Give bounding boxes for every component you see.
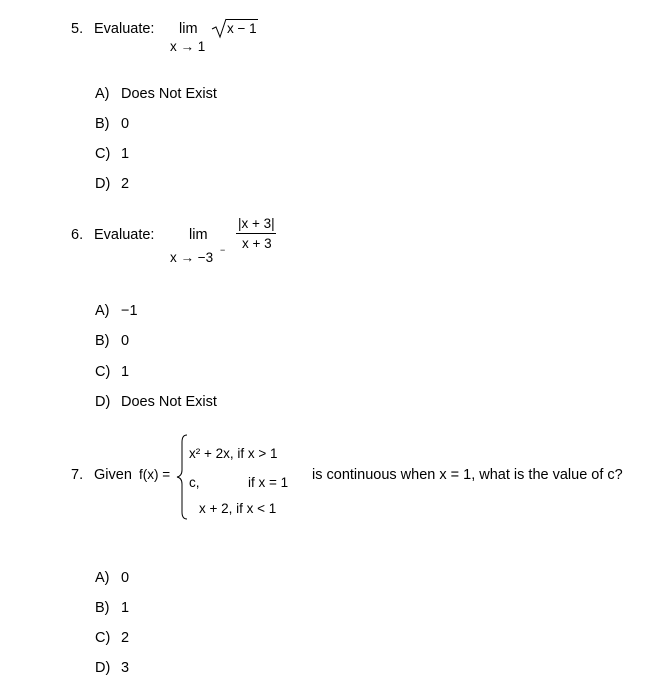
q6-denominator: x + 3 xyxy=(242,236,272,251)
option-text: −1 xyxy=(121,303,138,319)
option-letter: C) xyxy=(95,146,111,162)
q5-approach: x → 1 xyxy=(170,39,206,54)
q6-option-c[interactable] xyxy=(95,365,129,380)
q6-lim: lim xyxy=(189,227,208,243)
q5-option-c[interactable] xyxy=(95,147,129,162)
option-letter: D) xyxy=(95,660,111,676)
q5-number: 5. xyxy=(71,21,84,37)
option-text: 1 xyxy=(121,600,130,616)
q7-question-text: is continuous when x = 1, what is the value of c? xyxy=(312,467,623,483)
q6-number: 6. xyxy=(71,227,84,243)
option-letter: D) xyxy=(95,394,111,410)
q7-option-c[interactable] xyxy=(95,631,129,646)
q7-left-brace xyxy=(177,434,189,520)
q7-option-d[interactable] xyxy=(95,661,129,676)
option-letter: B) xyxy=(95,333,110,349)
option-letter: C) xyxy=(95,630,111,646)
q6-fraction-bar xyxy=(236,233,276,234)
q5-option-b[interactable] xyxy=(95,117,129,132)
q7-function: f(x) = xyxy=(139,467,171,482)
option-letter: A) xyxy=(95,570,110,586)
option-text: 3 xyxy=(121,660,130,676)
option-letter: B) xyxy=(95,116,110,132)
q7-option-b[interactable] xyxy=(95,601,129,616)
q7-number: 7. xyxy=(71,467,84,483)
q5-radical-sign xyxy=(212,18,228,38)
q6-approach: x → −3 xyxy=(170,250,214,265)
option-text: 1 xyxy=(121,146,130,162)
option-text: 0 xyxy=(121,116,130,132)
q7-case-1: x² + 2x, if x > 1 xyxy=(189,446,278,461)
option-text: 2 xyxy=(121,176,130,192)
option-letter: A) xyxy=(95,303,110,319)
q5-option-a[interactable] xyxy=(95,87,217,102)
q6-label: Evaluate: xyxy=(94,227,155,243)
option-text: 2 xyxy=(121,630,130,646)
q5-lim: lim xyxy=(179,21,198,37)
q5-label: Evaluate: xyxy=(94,21,155,37)
option-text: 0 xyxy=(121,570,130,586)
q7-case-3: x + 2, if x < 1 xyxy=(199,501,277,516)
q6-option-d[interactable] xyxy=(95,395,217,410)
q7-case-2-condition: if x = 1 xyxy=(248,475,289,490)
q6-approach-superscript: − xyxy=(220,245,226,255)
option-text: 1 xyxy=(121,364,130,380)
q7-case-2: c, xyxy=(189,475,200,490)
option-text: Does Not Exist xyxy=(121,86,217,102)
option-letter: C) xyxy=(95,364,111,380)
option-letter: A) xyxy=(95,86,110,102)
q6-numerator: |x + 3| xyxy=(238,216,275,231)
option-letter: D) xyxy=(95,176,111,192)
q5-radical-bar xyxy=(226,19,258,20)
option-text: Does Not Exist xyxy=(121,394,217,410)
option-letter: B) xyxy=(95,600,110,616)
q7-given: Given xyxy=(94,467,132,483)
q5-radicand: x − 1 xyxy=(227,21,257,36)
q6-option-a[interactable] xyxy=(95,304,138,319)
q6-option-b[interactable] xyxy=(95,334,129,349)
option-text: 0 xyxy=(121,333,130,349)
q7-option-a[interactable] xyxy=(95,571,129,586)
q5-option-d[interactable] xyxy=(95,177,129,192)
